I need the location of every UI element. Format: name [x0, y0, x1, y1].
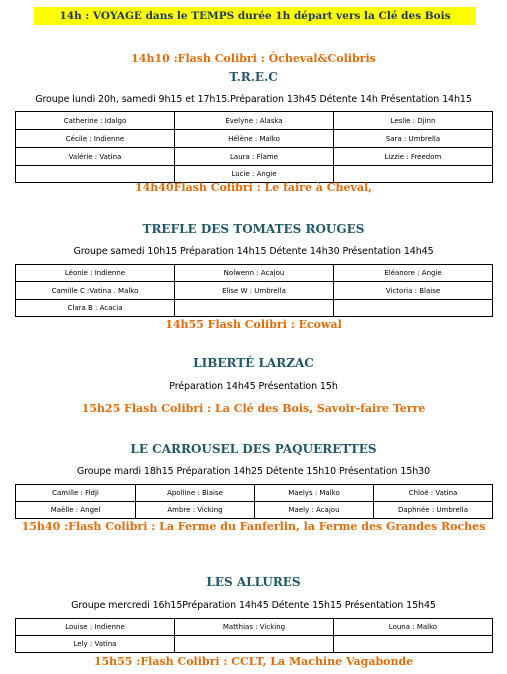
table-cell: Laura : Flame	[175, 148, 334, 166]
carrousel-riders-table	[15, 484, 493, 519]
table-cell: Matthias : Vicking	[175, 619, 334, 636]
table-cell: Chloé : Vatina	[374, 485, 493, 502]
page-header: 14h : VOYAGE dans le TEMPS durée 1h départ vers la Clé des Bois	[34, 7, 476, 25]
allures-riders-table	[15, 618, 493, 653]
table-row	[16, 148, 493, 166]
table-cell: Ambre : Vicking	[136, 502, 255, 519]
table-cell: Valérie : Vatina	[16, 148, 175, 166]
table-cell: Evelyne : Alaska	[175, 112, 334, 130]
table-row	[16, 502, 493, 519]
flash-colibri-1410: 14h10 :Flash Colibri : Ôcheval&Colibris	[131, 52, 376, 65]
table-row	[16, 300, 493, 317]
table-cell	[334, 300, 493, 317]
flash-colibri-1455: 14h55 Flash Colibri : Ecowal	[165, 318, 342, 331]
table-cell: Daphnée : Umbrella	[374, 502, 493, 519]
table-cell: Camille C :Vatina . Malko	[16, 282, 175, 300]
schedule-trec: Groupe lundi 20h, samedi 9h15 et 17h15.Préparation 13h45 Détente 14h Présentation 14h15	[35, 94, 472, 105]
trefle-riders-table	[15, 264, 493, 317]
table-row	[16, 265, 493, 282]
table-cell: Léonie : Indienne	[16, 265, 175, 282]
table-cell: Lucie : Angie	[175, 166, 334, 183]
table-cell: Clara B : Acacia	[16, 300, 175, 317]
table-cell: Louna : Malko	[334, 619, 493, 636]
section-title-trefle: TREFLE DES TOMATES ROUGES	[142, 222, 365, 236]
flash-colibri-1540: 15h40 :Flash Colibri : La Ferme du Fanferlin, la Ferme des Grandes Roches	[21, 520, 486, 533]
table-row	[16, 485, 493, 502]
trec-riders-table	[15, 111, 493, 183]
table-cell	[16, 166, 175, 183]
section-title-trec: T.R.E.C	[229, 70, 278, 84]
table-cell: Maëlle : Angel	[16, 502, 136, 519]
table-cell: Victoria : Blaise	[334, 282, 493, 300]
table-cell: Maely : Acajou	[255, 502, 374, 519]
section-title-allures: LES ALLURES	[206, 575, 301, 589]
flash-colibri-1555: 15h55 :Flash Colibri : CCLT, La Machine Vagabonde	[93, 655, 414, 668]
table-cell: Hélène : Malko	[175, 130, 334, 148]
table-cell: Eléanore : Angie	[334, 265, 493, 282]
schedule-allures: Groupe mercredi 16h15Préparation 14h45 Détente 15h15 Présentation 15h45	[71, 600, 436, 611]
table-cell	[175, 636, 334, 653]
schedule-trefle: Groupe samedi 10h15 Préparation 14h15 Détente 14h30 Présentation 14h45	[73, 246, 434, 257]
table-cell: Sara : Umbrella	[334, 130, 493, 148]
table-cell: Leslie : Djinn	[334, 112, 493, 130]
table-cell: Lizzie : Freedom	[334, 148, 493, 166]
schedule-larzac: Préparation 14h45 Présentation 15h	[169, 381, 338, 392]
table-cell: Camille : Fidji	[16, 485, 136, 502]
table-cell: Louise : Indienne	[16, 619, 175, 636]
table-cell	[334, 166, 493, 183]
schedule-carrousel: Groupe mardi 18h15 Préparation 14h25 Détente 15h10 Présentation 15h30	[76, 466, 431, 477]
section-title-carrousel: LE CARROUSEL DES PAQUERETTES	[130, 442, 377, 456]
table-cell	[334, 636, 493, 653]
table-cell: Elise W : Umbrella	[175, 282, 334, 300]
table-row	[16, 112, 493, 130]
section-title-larzac: LIBERTÉ LARZAC	[193, 356, 314, 370]
table-cell: Nolwenn : Acajou	[175, 265, 334, 282]
table-cell: Catherine : Idalgo	[16, 112, 175, 130]
table-row	[16, 166, 493, 183]
table-cell: Apolline : Blaise	[136, 485, 255, 502]
table-cell	[175, 300, 334, 317]
table-cell: Cécile : Indienne	[16, 130, 175, 148]
table-row	[16, 282, 493, 300]
table-cell: Lely : Vatina	[16, 636, 175, 653]
table-cell: Maelys : Malko	[255, 485, 374, 502]
flash-colibri-1525: 15h25 Flash Colibri : La Clé des Bois, Savoir-faire Terre	[81, 402, 426, 415]
table-row	[16, 636, 493, 653]
flash-colibri-1440: 14h40Flash Colibri : Le faire à Cheval,	[134, 181, 373, 194]
table-row	[16, 619, 493, 636]
table-row	[16, 130, 493, 148]
